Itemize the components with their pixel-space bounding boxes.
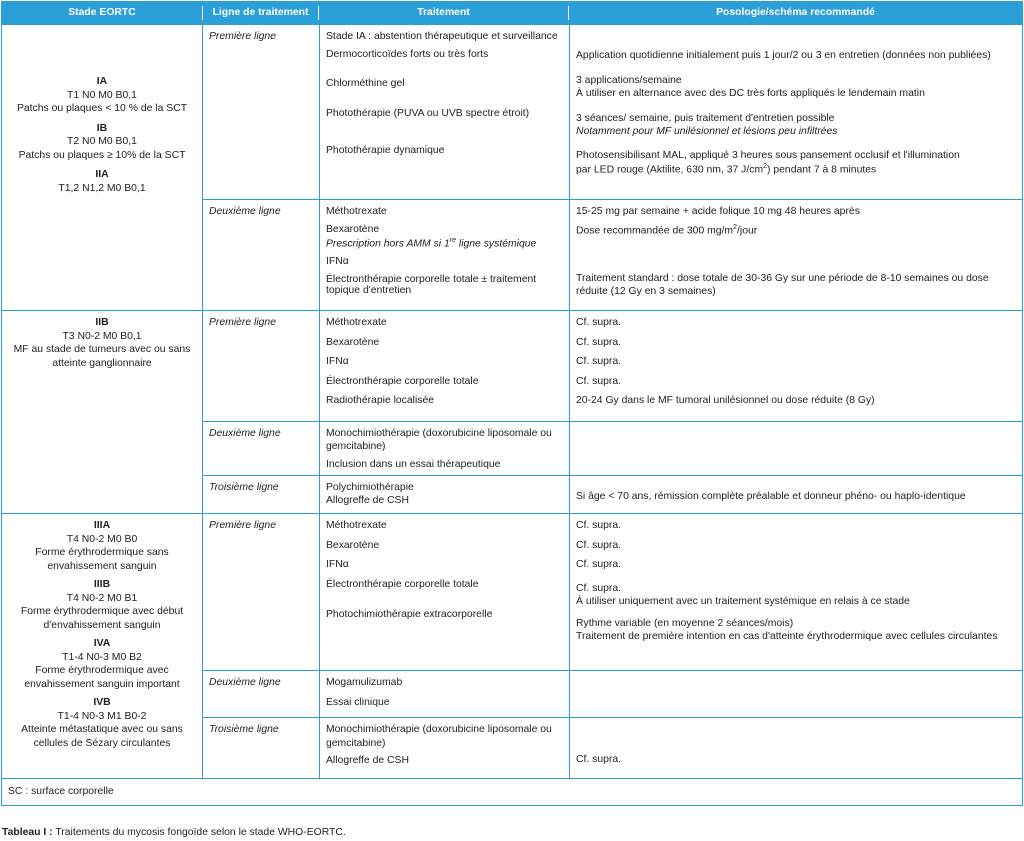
stage-tnm: T1-4 N0-3 M1 B0-2 (57, 710, 147, 722)
dosage-text: Cf. supra. (576, 356, 622, 368)
stage-tnm: T1 N0 M0 B0,1 (67, 89, 137, 101)
dosage-cell (569, 514, 1022, 670)
treatment-item: Monochimiothérapie (doxorubicine liposomale ou gemcitabine) (326, 724, 552, 749)
stage-desc: Patchs ou plaques ≥ 10% de la SCT (18, 149, 186, 161)
treatment-item: Photochimiothérapie extracorporelle (326, 609, 493, 621)
dosage-text: Photosensibilisant MAL, appliqué 3 heures sous pansement occlusif et l'illumination (576, 149, 960, 161)
stage-desc: Forme érythrodermique avec envahissement sanguin important (24, 665, 180, 690)
treatment-item: Bexarotène (326, 223, 380, 235)
treatment-item: Prescription hors AMM si 1re ligne systémique (326, 237, 537, 250)
dosage-cell (569, 671, 1022, 717)
dosage-text: 15-25 mg par semaine + acide folique 10 mg 48 heures après (576, 206, 860, 217)
stage-tnm: T1,2 N1,2 M0 B0,1 (58, 182, 146, 194)
line-row (203, 25, 1022, 199)
table-header (2, 2, 1022, 24)
stage-desc: Atteinte métastatique avec ou sans cellules de Sézary circulantes (21, 724, 183, 749)
dosage-cell (569, 200, 1022, 310)
line-row (203, 199, 1022, 310)
dosage-text: Si âge < 70 ans, rémission complète préalable et donneur phéno- ou haplo-identique (576, 490, 966, 502)
dosage-text: Cf. supra. (576, 520, 622, 531)
dosage-text: Application quotidienne initialement puis 1 jour/2 ou 3 en entretien (données non publiées) (576, 50, 991, 61)
stage-cell (2, 514, 202, 778)
stage-code: IA (96, 76, 108, 87)
treatment-table (1, 1, 1023, 806)
dosage-text: Traitement standard : dose totale de 30-36 Gy sur une période de 8-10 semaines ou dose réduite (12 Gy en 3 semaines) (576, 272, 989, 298)
treatment-item: Stade IA : abstention thérapeutique et surveillance (326, 31, 558, 42)
stage-cell (2, 311, 202, 513)
dosage-text: Dose recommandée de 300 $mg/m^2$/jour (576, 223, 758, 236)
treatment-item: IFNα (326, 559, 349, 571)
footnote: SC : surface corporelle (2, 778, 1022, 805)
stage-code: IIB (95, 317, 109, 328)
treatment-cell (319, 422, 569, 475)
caption-text: Traitements du mycosis fongoïde selon le stade WHO-EORTC. (52, 827, 346, 838)
line-label: Première ligne (209, 31, 276, 42)
treatment-item: Électronthérapie corporelle totale ± traitement topique d'entretien (326, 273, 537, 296)
stage-tnm: T3 N0-2 M0 B0,1 (62, 330, 142, 342)
dosage-cell (569, 476, 1022, 513)
treatment-cell (319, 671, 569, 717)
stage-code: IIIA (93, 520, 111, 531)
stage-desc: MF au stade de tumeurs avec ou sans atteinte ganglionnaire (13, 344, 191, 369)
treatment-item: Méthotrexate (326, 317, 387, 328)
line-label: Troisième ligne (209, 724, 279, 735)
line-row (203, 717, 1022, 778)
table-caption (2, 826, 346, 840)
stage-tnm: T2 N0 M0 B0,1 (67, 136, 137, 148)
line-row (203, 421, 1022, 475)
treatment-item: Allogreffe de CSH (326, 495, 409, 507)
treatment-cell (319, 514, 569, 670)
treatment-item: Méthotrexate (326, 520, 387, 531)
dosage-text: Cf. supra. (576, 336, 622, 348)
stage-group-advanced (2, 513, 1022, 778)
dosage-text: Cf. supra. (576, 582, 622, 594)
line-label: Première ligne (209, 317, 276, 328)
dosage-text: Rythme variable (en moyenne 2 séances/mois) (576, 617, 794, 629)
treatment-item: Monochimiothérapie (doxorubicine liposomale ou gemcitabine) (326, 427, 552, 453)
line-label: Deuxième ligne (209, 206, 281, 217)
treatment-item: Électronthérapie corporelle totale (326, 578, 479, 590)
dosage-cell (569, 718, 1022, 778)
dosage-text: Cf. supra. (576, 317, 622, 328)
stage-tnm: T1-4 N0-3 M0 B2 (62, 651, 142, 663)
stage-code: IVB (93, 697, 111, 709)
treatment-item: Essai clinique (326, 696, 390, 708)
dosage-text: Cf. supra. (576, 375, 622, 387)
line-row (203, 670, 1022, 717)
treatment-item: Inclusion dans un essai thérapeutique (326, 459, 501, 470)
treatment-cell (319, 25, 569, 199)
line-row (203, 311, 1022, 421)
treatment-item: Électronthérapie corporelle totale (326, 375, 479, 387)
treatment-item: Radiothérapie localisée (326, 395, 435, 407)
dosage-text: par LED rouge (Aktilite, 630 nm, 37 $J/cm^2$) pendant 7 à 8 minutes (576, 163, 877, 176)
dosage-text: Traitement de première intention en cas d'atteinte érythrodermique avec cellules circulantes (576, 631, 998, 643)
dosage-text: Cf. supra. (576, 754, 622, 765)
stage-tnm: T4 N0-2 M0 B0 (66, 533, 138, 545)
header-posologie: Posologie/schéma recommandé (568, 6, 1022, 20)
header-ligne: Ligne de traitement (202, 6, 318, 20)
dosage-text: 3 applications/semaine (576, 74, 682, 86)
dosage-text: Cf. supra. (576, 539, 622, 551)
treatment-item: Bexarotène (326, 539, 380, 551)
treatment-item: Polychimiothérapie (326, 481, 414, 493)
treatment-cell (319, 311, 569, 421)
treatment-item: Méthotrexate (326, 206, 387, 217)
dosage-text: À utiliser en alternance avec des DC très forts appliqués le lendemain matin (576, 88, 925, 100)
treatment-item: Chlorméthine gel (326, 78, 405, 90)
treatment-item: IFNα (326, 356, 349, 368)
stage-cell (2, 25, 202, 310)
line-label: Deuxième ligne (209, 427, 281, 439)
stage-code: IB (96, 122, 108, 134)
treatment-item: Photothérapie dynamique (326, 145, 445, 157)
treatment-item: Dermocorticoïdes forts ou très forts (326, 48, 489, 60)
dosage-text: À utiliser uniquement avec un traitement systémique en relais à ce stade (576, 596, 910, 608)
treatment-item: Mogamulizumab (326, 677, 403, 688)
dosage-cell (569, 311, 1022, 421)
dosage-cell (569, 422, 1022, 475)
stage-desc: Patchs ou plaques < 10 % de la SCT (16, 103, 188, 115)
line-label: Troisième ligne (209, 481, 279, 493)
stage-group-tumor (2, 310, 1022, 513)
dosage-text: Notamment pour MF unilésionnel et lésions peu infiltrées (576, 126, 838, 138)
line-row (203, 514, 1022, 670)
treatment-cell (319, 476, 569, 513)
line-label: Première ligne (209, 520, 276, 531)
stage-group-early (2, 24, 1022, 310)
treatment-item: IFNα (326, 256, 349, 268)
line-row (203, 475, 1022, 513)
stage-desc: Forme érythrodermique avec début d'envahissement sanguin (20, 606, 184, 631)
dosage-text: 20-24 Gy dans le MF tumoral unilésionnel ou dose réduite (8 Gy) (576, 395, 875, 407)
caption-label: Tableau I : (2, 827, 53, 838)
stage-code: IIIB (93, 579, 111, 591)
header-stade: Stade EORTC (68, 7, 136, 19)
dosage-text: Cf. supra. (576, 559, 622, 571)
dosage-cell (569, 25, 1022, 199)
treatment-item: Allogreffe de CSH (326, 755, 409, 767)
treatment-item: Photothérapie (PUVA ou UVB spectre étroit) (326, 107, 530, 119)
stage-tnm: T4 N0-2 M0 B1 (66, 592, 138, 604)
header-traitement: Traitement (318, 6, 568, 20)
stage-code: IIA (95, 169, 109, 181)
stage-desc: Forme érythrodermique sans envahissement sanguin (35, 547, 169, 572)
stage-code: IVA (93, 638, 111, 650)
dosage-text: 3 séances/ semaine, puis traitement d'entretien possible (576, 112, 835, 124)
treatment-cell (319, 200, 569, 310)
treatment-item: Bexarotène (326, 336, 380, 348)
line-label: Deuxième ligne (209, 677, 281, 688)
treatment-cell (319, 718, 569, 778)
